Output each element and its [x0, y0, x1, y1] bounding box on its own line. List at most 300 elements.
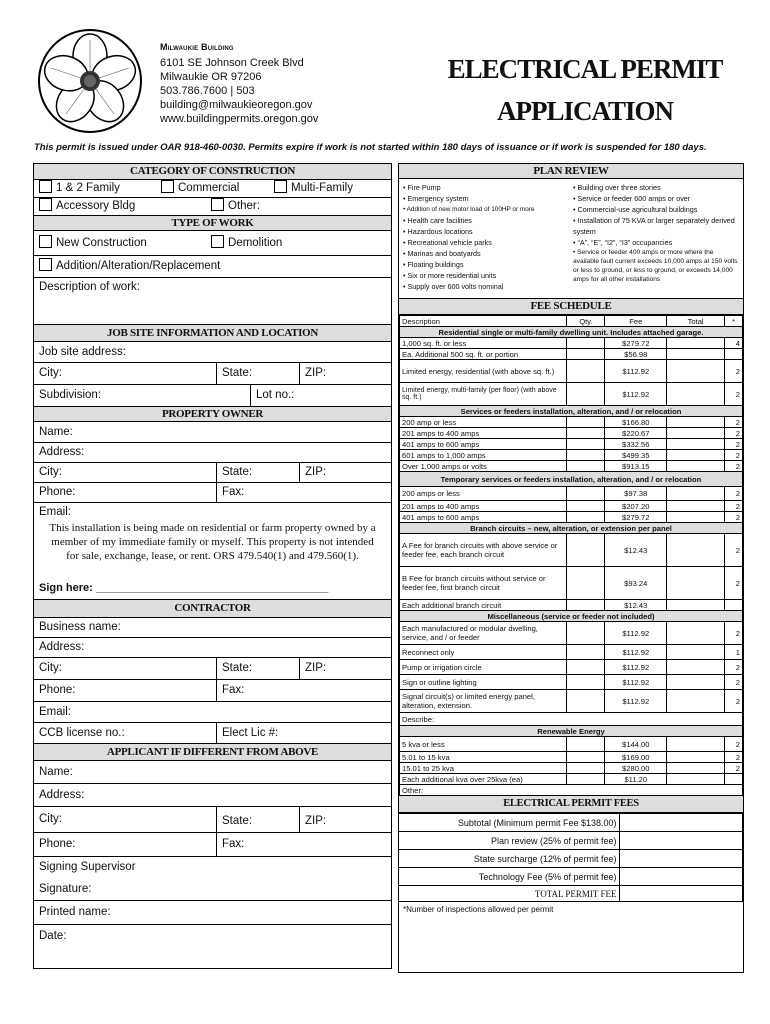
fee-desc: 200 amp or less — [400, 417, 567, 428]
plan-review-right-list — [573, 182, 739, 284]
total-input[interactable] — [667, 622, 725, 645]
fee-group-row — [400, 726, 743, 737]
fee-schedule-heading: FEE SCHEDULE — [399, 299, 743, 315]
work-row-1 — [34, 231, 391, 256]
title-line-1: ELECTRICAL PERMIT — [447, 54, 723, 84]
owner-email-field[interactable]: Email: — [39, 506, 71, 518]
fee-group-row — [400, 406, 743, 417]
qty-input[interactable] — [567, 461, 605, 472]
total-input[interactable] — [667, 690, 725, 713]
permit-notice: This permit is issued under OAR 918-460-0030. Permits expire if work is not started within 180 days of issuance or if work is suspended for 180 days. — [34, 142, 707, 153]
inspection-count: 4 — [725, 338, 743, 349]
email: building@milwaukieoregon.gov — [160, 99, 313, 111]
applicant-address-field[interactable]: Address: — [34, 784, 391, 807]
inspection-count: 2 — [725, 487, 743, 501]
qty-input[interactable] — [567, 752, 605, 763]
fee-row — [400, 600, 743, 611]
fee-desc: Pump or irrigation circle — [400, 660, 567, 675]
phone: 503.786.7600 | 503 — [160, 85, 255, 97]
inspection-count: 2 — [725, 675, 743, 690]
plan-review-item: • Fire Pump — [403, 183, 441, 192]
applicant-signature-field[interactable]: Signature: — [34, 878, 391, 901]
fee-row — [400, 737, 743, 752]
contractor-heading: CONTRACTOR — [34, 599, 391, 618]
checkbox-demolition[interactable] — [211, 235, 224, 248]
other-field[interactable]: Other: — [400, 785, 743, 796]
fee-desc: 401 amps to 600 amps — [400, 439, 567, 450]
fee-amount: $112.92 — [605, 660, 667, 675]
fee-amount: $144.00 — [605, 737, 667, 752]
other-row — [400, 785, 743, 796]
total-input[interactable] — [667, 450, 725, 461]
fee-desc: B Fee for branch circuits without service or feeder fee, first branch circuit — [400, 567, 567, 600]
fee-row — [400, 690, 743, 713]
fee-amount: $207.20 — [605, 501, 667, 512]
inspection-count — [725, 349, 743, 360]
inspection-count: 2 — [725, 417, 743, 428]
fee-row — [400, 461, 743, 472]
qty-input[interactable] — [567, 622, 605, 645]
applicant-info-column — [33, 163, 392, 969]
department-contact-block — [160, 40, 318, 126]
total-input[interactable] — [667, 349, 725, 360]
fee-row — [400, 774, 743, 785]
website: www.buildingpermits.oregon.gov — [160, 113, 319, 125]
checkbox-1-2-family[interactable] — [39, 180, 52, 193]
total-input[interactable] — [667, 428, 725, 439]
plan-review-item: • Recreational vehicle parks — [403, 238, 492, 247]
fee-amount: $56.98 — [605, 349, 667, 360]
signing-supervisor-label: Signing Supervisor — [39, 861, 136, 873]
fee-desc: Limited energy, multi-family (per floor) (with above sq. ft.) — [400, 383, 567, 406]
fee-row — [400, 645, 743, 660]
qty-input[interactable] — [567, 600, 605, 611]
inspection-count — [725, 774, 743, 785]
fee-desc: 201 amps to 400 amps — [400, 428, 567, 439]
qty-input[interactable] — [567, 428, 605, 439]
plan-review-item-text: “A”, “E”, “I2”, “I3” occupancies — [577, 238, 673, 247]
category-row-1 — [34, 180, 391, 198]
plan-review-fee-label: Plan review (25% of permit fee) — [399, 832, 619, 850]
qty-input[interactable] — [567, 349, 605, 360]
owner-signature-line[interactable]: Sign here: ______________________________________ — [39, 582, 329, 594]
inspection-count: 2 — [725, 461, 743, 472]
plan-review-heading: PLAN REVIEW — [399, 164, 743, 179]
plan-review-item: • Addition of new motor load of 100HP or more — [403, 206, 535, 213]
fee-row — [400, 360, 743, 383]
fee-desc: A Fee for branch circuits with above service or feeder fee, each branch circuit — [400, 534, 567, 567]
plan-review-item-text: Marinas and boatyards — [407, 249, 481, 258]
ccb-license-field[interactable]: CCB license no.: — [39, 727, 125, 739]
qty-input[interactable] — [567, 338, 605, 349]
plan-review-item-text: Commercial-use agricultural buildings — [577, 205, 698, 214]
owner-city-field[interactable]: City: — [39, 466, 62, 478]
col-qty: Qty. — [567, 316, 605, 327]
total-permit-fee-label: TOTAL PERMIT FEE — [399, 886, 619, 902]
fees-column — [398, 163, 744, 973]
qty-input[interactable] — [567, 690, 605, 713]
fee-schedule-table — [399, 315, 743, 796]
fee-desc: Ea. Additional 500 sq. ft. or portion — [400, 349, 567, 360]
inspection-count: 2 — [725, 450, 743, 461]
inspections-footnote: *Number of inspections allowed per permit — [403, 905, 554, 914]
fee-desc: Signal circuit(s) or limited energy panel, alteration, extension. — [400, 690, 567, 713]
plan-review-item: • Service or feeder 600 amps or over — [573, 194, 691, 203]
permit-fees-heading: ELECTRICAL PERMIT FEES — [399, 796, 743, 813]
qty-input[interactable] — [567, 763, 605, 774]
checkbox-addition-alteration[interactable] — [39, 258, 52, 271]
fee-desc: 200 amps or less — [400, 487, 567, 501]
fee-amount: $12.43 — [605, 534, 667, 567]
total-input[interactable] — [667, 645, 725, 660]
form-title — [430, 48, 740, 132]
contractor-city-row — [34, 658, 391, 680]
job-site-address-field[interactable]: Job site address: — [34, 342, 391, 363]
label-addition-alteration: Addition/Alteration/Replacement — [56, 260, 221, 272]
description-of-work-field[interactable]: Description of work: — [34, 278, 391, 325]
fee-group-row — [400, 472, 743, 487]
inspection-count — [725, 600, 743, 611]
other-group — [206, 198, 260, 215]
plan-review-item: • “A”, “E”, “I2”, “I3” occupancies — [573, 238, 673, 247]
owner-address-field[interactable]: Address: — [34, 443, 391, 463]
qty-input[interactable] — [567, 360, 605, 383]
total-input[interactable] — [667, 501, 725, 512]
inspection-count: 2 — [725, 428, 743, 439]
total-input[interactable] — [667, 461, 725, 472]
total-input[interactable] — [667, 737, 725, 752]
fee-amount: $112.92 — [605, 360, 667, 383]
applicant-heading: APPLICANT IF DIFFERENT FROM ABOVE — [34, 743, 391, 761]
fee-row — [400, 534, 743, 567]
state-surcharge-label: State surcharge (12% of permit fee) — [399, 850, 619, 868]
checkbox-commercial[interactable] — [161, 180, 174, 193]
plan-review-item-text: Floating buildings — [407, 260, 464, 269]
contractor-city-field[interactable]: City: — [39, 662, 62, 674]
fee-amount: $499.35 — [605, 450, 667, 461]
applicant-city-row — [34, 807, 391, 833]
label-accessory-bldg: Accessory Bldg — [56, 200, 136, 212]
plan-review-item: • Supply over 600 volts nominal — [403, 282, 504, 291]
state-surcharge-row — [399, 850, 743, 868]
fee-group-label: Temporary services or feeders installation, alteration, and / or relocation — [400, 472, 743, 487]
fee-desc: Each additional branch circuit — [400, 600, 567, 611]
plan-review-list — [399, 179, 743, 299]
total-input[interactable] — [667, 600, 725, 611]
elect-lic-field[interactable]: Elect Lic #: — [222, 727, 279, 739]
checkbox-multi-family[interactable] — [274, 180, 287, 193]
plan-review-item: • Building over three stories — [573, 183, 661, 192]
fee-row — [400, 660, 743, 675]
state-surcharge-input[interactable] — [619, 850, 743, 868]
fee-row — [400, 487, 743, 501]
total-permit-fee-row — [399, 886, 743, 902]
inspection-count: 2 — [725, 763, 743, 774]
qty-input[interactable] — [567, 660, 605, 675]
fee-table-header — [400, 316, 743, 327]
title-line-2: APPLICATION — [496, 96, 673, 126]
plan-review-item-text: Hazardous locations — [407, 227, 473, 236]
fee-desc: Each manufactured or modular dwelling, service, and / or feeder — [400, 622, 567, 645]
plan-review-item-text: Fire Pump — [407, 183, 441, 192]
multi-family-group — [269, 180, 353, 197]
contractor-phone-field[interactable]: Phone: — [39, 684, 76, 696]
address-line-1: 6101 SE Johnson Creek Blvd — [160, 57, 304, 69]
plan-review-item: • Health care facilities — [403, 216, 472, 225]
type-of-work-heading: TYPE OF WORK — [34, 215, 391, 231]
qty-input[interactable] — [567, 567, 605, 600]
checkbox-other[interactable] — [211, 198, 224, 211]
owner-zip-field[interactable]: ZIP: — [305, 466, 327, 478]
inspection-count: 2 — [725, 660, 743, 675]
subdivision-field[interactable]: Subdivision: — [39, 389, 102, 401]
contractor-zip-field[interactable]: ZIP: — [305, 662, 327, 674]
plan-review-fee-input[interactable] — [619, 832, 743, 850]
plan-review-item: • Hazardous locations — [403, 227, 473, 236]
fee-desc: Over 1,000 amps or volts — [400, 461, 567, 472]
fee-row — [400, 501, 743, 512]
job-site-city-field[interactable]: City: — [39, 367, 62, 379]
inspection-count: 2 — [725, 737, 743, 752]
total-input[interactable] — [667, 752, 725, 763]
fee-desc: 601 amps to 1,000 amps — [400, 450, 567, 461]
col-description: Description — [400, 316, 567, 327]
col-total: Total — [667, 316, 725, 327]
total-input[interactable] — [667, 360, 725, 383]
inspection-count: 2 — [725, 383, 743, 406]
fee-desc: 5.01 to 15 kva — [400, 752, 567, 763]
category-row-2 — [34, 198, 391, 215]
label-other: Other: — [228, 200, 260, 212]
demolition-group — [206, 231, 282, 255]
checkbox-accessory-bldg[interactable] — [39, 198, 52, 211]
label-new-construction: New Construction — [56, 237, 147, 249]
inspection-count: 2 — [725, 360, 743, 383]
owner-phone-field[interactable]: Phone: — [39, 486, 76, 498]
fee-row — [400, 439, 743, 450]
permit-fees-table — [399, 813, 743, 902]
technology-fee-input[interactable] — [619, 868, 743, 886]
job-site-heading: JOB SITE INFORMATION AND LOCATION — [34, 324, 391, 342]
total-input[interactable] — [667, 417, 725, 428]
fee-group-label: Services or feeders installation, alteration, and / or relocation — [400, 406, 743, 417]
col-fee: Fee — [605, 316, 667, 327]
fee-row — [400, 428, 743, 439]
plan-review-item-text: Emergency system — [407, 194, 469, 203]
plan-review-item-text: Service or feeder 400 amps or more where the available fault current exceeds 10,000 amps at 150 volts or less to ground, or less to ground, or exceeds 14,000 amps for all other installations — [573, 249, 738, 283]
plan-review-item-text: Building over three stories — [577, 183, 661, 192]
fee-amount: $220.67 — [605, 428, 667, 439]
applicant-fax-field[interactable]: Fax: — [222, 838, 245, 850]
address-line-2: Milwaukie OR 97206 — [160, 71, 262, 83]
fee-amount: $112.92 — [605, 645, 667, 660]
plan-review-item: • Marinas and boatyards — [403, 249, 481, 258]
technology-fee-label: Technology Fee (5% of permit fee) — [399, 868, 619, 886]
fee-amount: $279.72 — [605, 512, 667, 523]
fee-amount: $169.00 — [605, 752, 667, 763]
qty-input[interactable] — [567, 383, 605, 406]
applicant-phone-row — [34, 833, 391, 857]
total-input[interactable] — [667, 383, 725, 406]
fee-amount: $332.56 — [605, 439, 667, 450]
plan-review-item: • Installation of 75 KVA or larger separately derived system — [573, 216, 735, 236]
contractor-phone-row — [34, 680, 391, 702]
label-1-2-family: 1 & 2 Family — [56, 182, 120, 194]
total-input[interactable] — [667, 512, 725, 523]
applicant-name-field[interactable]: Name: — [34, 761, 391, 784]
inspection-count: 2 — [725, 534, 743, 567]
total-input[interactable] — [667, 534, 725, 567]
qty-input[interactable] — [567, 675, 605, 690]
owner-phone-row — [34, 483, 391, 503]
job-site-zip-field[interactable]: ZIP: — [305, 367, 327, 379]
inspection-count: 1 — [725, 645, 743, 660]
applicant-phone-field[interactable]: Phone: — [39, 838, 76, 850]
owner-state-field[interactable]: State: — [222, 466, 253, 478]
contractor-fax-field[interactable]: Fax: — [222, 684, 245, 696]
applicant-printed-name-field[interactable]: Printed name: — [34, 901, 391, 925]
fee-row — [400, 383, 743, 406]
fee-group-row — [400, 327, 743, 338]
fee-row — [400, 752, 743, 763]
milwaukie-dogwood-logo — [30, 28, 150, 134]
fee-group-row — [400, 523, 743, 534]
inspection-count: 2 — [725, 622, 743, 645]
fee-amount: $93.24 — [605, 567, 667, 600]
fee-amount: $112.92 — [605, 383, 667, 406]
plan-review-item-text: Installation of 75 KVA or larger separately derived system — [573, 216, 735, 236]
checkbox-new-construction[interactable] — [39, 235, 52, 248]
fee-group-label: Branch circuits – new, alteration, or extension per panel — [400, 523, 743, 534]
owner-name-field[interactable]: Name: — [34, 422, 391, 443]
qty-input[interactable] — [567, 439, 605, 450]
technology-fee-row — [399, 868, 743, 886]
plan-review-fee-row — [399, 832, 743, 850]
fee-amount: $112.92 — [605, 622, 667, 645]
fee-amount: $12.43 — [605, 600, 667, 611]
owner-city-row — [34, 463, 391, 483]
fee-group-label: Residential single or multi-family dwelling unit. Includes attached garage. — [400, 327, 743, 338]
contractor-address-field[interactable]: Address: — [34, 638, 391, 658]
label-demolition: Demolition — [228, 237, 283, 249]
fee-group-row — [400, 611, 743, 622]
fee-desc: 201 amps to 400 amps — [400, 501, 567, 512]
plan-review-item-text: Six or more residential units — [407, 271, 497, 280]
plan-review-item-text: Supply over 600 volts nominal — [407, 282, 504, 291]
fee-row — [400, 675, 743, 690]
plan-review-item: • Emergency system — [403, 194, 469, 203]
qty-input[interactable] — [567, 512, 605, 523]
total-input[interactable] — [667, 487, 725, 501]
plan-review-item-text: Service or feeder 600 amps or over — [577, 194, 691, 203]
total-input[interactable] — [667, 660, 725, 675]
fee-desc: 401 amps to 600 amps — [400, 512, 567, 523]
label-commercial: Commercial — [178, 182, 240, 194]
inspection-count: 2 — [725, 439, 743, 450]
fee-desc: Sign or outline lighting — [400, 675, 567, 690]
applicant-city-field[interactable]: City: — [39, 813, 62, 825]
fee-row — [400, 338, 743, 349]
fee-amount: $112.92 — [605, 690, 667, 713]
inspection-count: 2 — [725, 752, 743, 763]
qty-input[interactable] — [567, 774, 605, 785]
fee-amount: $97.38 — [605, 487, 667, 501]
fee-amount: $279.72 — [605, 338, 667, 349]
property-owner-heading: PROPERTY OWNER — [34, 406, 391, 422]
qty-input[interactable] — [567, 645, 605, 660]
commercial-group — [156, 180, 239, 197]
plan-review-item: • Service or feeder 400 amps or more where the available fault current exceeds 10,000 amps at 150 volts or less to ground, or less to ground, or exceeds 14,000 amps for all other installations — [573, 249, 738, 283]
fee-amount: $11.20 — [605, 774, 667, 785]
plan-review-left-list — [403, 182, 569, 292]
qty-input[interactable] — [567, 534, 605, 567]
fee-row — [400, 763, 743, 774]
describe-row — [400, 713, 743, 726]
subtotal-label: Subtotal (Minimum permit Fee $138.00) — [399, 814, 619, 832]
plan-review-item-text: Addition of new motor load of 100HP or more — [406, 206, 535, 213]
fee-row — [400, 622, 743, 645]
col-star: * — [725, 316, 743, 327]
owner-statement: This installation is being made on residential or farm property owned by a member of my immediate family or myself. This property is not intended for sale, exchange, lease, or rent. ORS 479.540(1) and 479.560(1). — [49, 522, 376, 562]
fee-amount: $913.15 — [605, 461, 667, 472]
plan-review-item: • Floating buildings — [403, 260, 464, 269]
work-row-2 — [34, 256, 391, 278]
job-site-state-field[interactable]: State: — [222, 367, 253, 379]
fee-group-label: Renewable Energy — [400, 726, 743, 737]
fee-desc: Reconnect only — [400, 645, 567, 660]
fee-desc: Limited energy, residential (with above sq. ft.) — [400, 360, 567, 383]
total-input[interactable] — [667, 774, 725, 785]
subtotal-input[interactable] — [619, 814, 743, 832]
qty-input[interactable] — [567, 501, 605, 512]
subdivision-row — [34, 385, 391, 407]
total-permit-fee-input[interactable] — [619, 886, 743, 902]
total-input[interactable] — [667, 675, 725, 690]
qty-input[interactable] — [567, 450, 605, 461]
inspection-count: 2 — [725, 501, 743, 512]
plan-review-item-text: Recreational vehicle parks — [407, 238, 492, 247]
job-site-city-row — [34, 363, 391, 385]
fee-amount: $112.92 — [605, 675, 667, 690]
lot-no-field[interactable]: Lot no.: — [256, 389, 295, 401]
inspection-count: 2 — [725, 567, 743, 600]
total-input[interactable] — [667, 439, 725, 450]
contractor-business-field[interactable]: Business name: — [34, 618, 391, 638]
qty-input[interactable] — [567, 417, 605, 428]
describe-field[interactable]: Describe: — [400, 713, 743, 726]
total-input[interactable] — [667, 763, 725, 774]
fee-group-label: Miscellaneous (service or feeder not included) — [400, 611, 743, 622]
fee-row — [400, 417, 743, 428]
applicant-state-field[interactable]: State: — [222, 815, 253, 827]
contractor-email-field[interactable]: Email: — [34, 702, 391, 723]
fee-amount: $280.00 — [605, 763, 667, 774]
qty-input[interactable] — [567, 737, 605, 752]
fee-row — [400, 450, 743, 461]
fee-amount: $166.80 — [605, 417, 667, 428]
qty-input[interactable] — [567, 487, 605, 501]
plan-review-item: • Six or more residential units — [403, 271, 497, 280]
applicant-zip-field[interactable]: ZIP: — [305, 815, 327, 827]
contractor-state-field[interactable]: State: — [222, 662, 253, 674]
fee-desc: 1,000 sq. ft. or less — [400, 338, 567, 349]
total-input[interactable] — [667, 338, 725, 349]
owner-fax-field[interactable]: Fax: — [222, 486, 245, 498]
total-input[interactable] — [667, 567, 725, 600]
applicant-date-field[interactable]: Date: — [39, 930, 67, 942]
fee-desc: 15.01 to 25 kva — [400, 763, 567, 774]
fee-row — [400, 567, 743, 600]
